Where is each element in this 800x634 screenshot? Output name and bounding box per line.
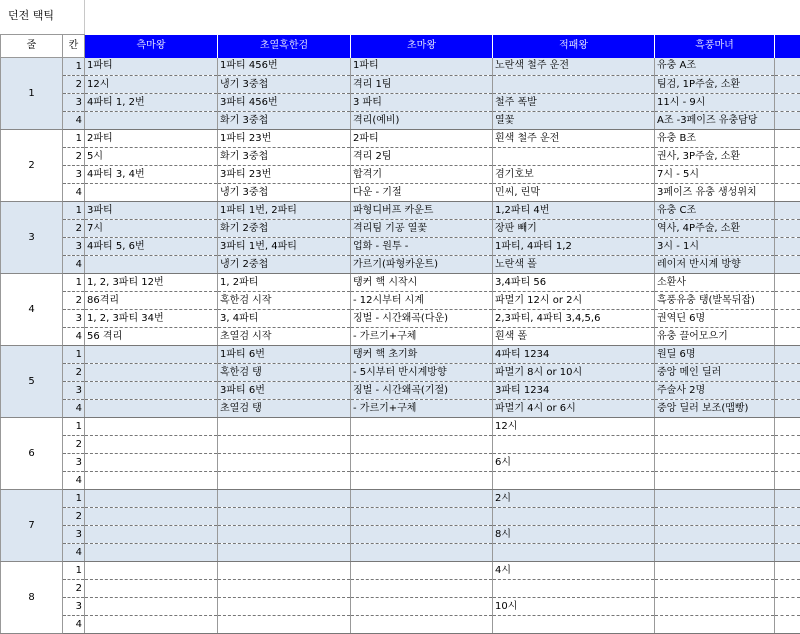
table-row [1, 382, 800, 400]
table-row [1, 238, 800, 256]
table-cell[interactable]: 레이저 반시계 방향 [655, 256, 775, 274]
table-cell[interactable] [351, 508, 493, 526]
table-cell[interactable] [218, 580, 351, 598]
slot-cell[interactable]: 2 [63, 436, 85, 454]
table-cell[interactable]: 3페이즈 유충 생성위치 [655, 184, 775, 202]
table-cell[interactable]: 1파티 6번 [218, 346, 351, 364]
table-cell[interactable]: 12시 [85, 76, 218, 94]
table-cell[interactable]: 7시 [85, 220, 218, 238]
table-cell-extra[interactable] [775, 256, 800, 274]
table-cell[interactable]: 86격리 [85, 292, 218, 310]
table-row [1, 274, 800, 292]
floor-cell[interactable]: 3 [1, 202, 63, 274]
table-cell[interactable] [85, 526, 218, 544]
table-cell-extra[interactable] [775, 310, 800, 328]
tactics-table [0, 34, 800, 634]
table-cell[interactable]: 주술사 2명 [655, 382, 775, 400]
table-cell[interactable] [351, 418, 493, 436]
table-cell[interactable] [351, 562, 493, 580]
table-cell-extra[interactable] [775, 238, 800, 256]
table-cell[interactable] [655, 508, 775, 526]
table-cell-extra[interactable] [775, 184, 800, 202]
table-cell[interactable]: 탱커 핵 초기화 [351, 346, 493, 364]
table-cell[interactable] [218, 508, 351, 526]
table-cell[interactable]: 1파티 [85, 58, 218, 76]
table-cell[interactable] [218, 490, 351, 508]
table-row [1, 436, 800, 454]
slot-cell[interactable]: 2 [63, 508, 85, 526]
slot-cell[interactable]: 1 [63, 274, 85, 292]
table-cell[interactable]: 1, 2, 3파티 12번 [85, 274, 218, 292]
table-cell[interactable] [351, 544, 493, 562]
slot-cell[interactable]: 2 [63, 220, 85, 238]
table-cell[interactable]: 유충 끌어모으기 [655, 328, 775, 346]
slot-cell[interactable]: 4 [63, 544, 85, 562]
table-row [1, 400, 800, 418]
table-cell[interactable] [85, 508, 218, 526]
table-cell-extra[interactable] [775, 490, 800, 508]
table-cell[interactable] [351, 472, 493, 490]
table-cell[interactable]: 1파티, 4파티 1,2 [493, 238, 655, 256]
table-cell[interactable]: 2,3파티, 4파티 3,4,5,6 [493, 310, 655, 328]
table-cell[interactable] [85, 418, 218, 436]
slot-cell[interactable]: 4 [63, 256, 85, 274]
table-cell[interactable]: 격리 2팀 [351, 148, 493, 166]
table-cell[interactable] [655, 562, 775, 580]
table-cell[interactable]: 1파티 [351, 58, 493, 76]
table-cell[interactable]: 철주 폭발 [493, 94, 655, 112]
table-cell[interactable]: 1파티 1번, 2파티 [218, 202, 351, 220]
table-cell[interactable]: 징벌 - 시간왜곡(다운) [351, 310, 493, 328]
table-cell[interactable]: 2파티 [351, 130, 493, 148]
slot-cell[interactable]: 3 [63, 238, 85, 256]
table-cell[interactable]: 4파티 1234 [493, 346, 655, 364]
table-cell[interactable]: 유충 B조 [655, 130, 775, 148]
table-cell[interactable] [655, 598, 775, 616]
slot-cell[interactable]: 1 [63, 58, 85, 76]
slot-cell[interactable]: 1 [63, 346, 85, 364]
table-cell[interactable]: 파형디버프 카운트 [351, 202, 493, 220]
table-cell[interactable]: 3 파티 [351, 94, 493, 112]
floor-cell[interactable]: 8 [1, 562, 63, 634]
table-cell[interactable]: 유충 C조 [655, 202, 775, 220]
table-cell[interactable]: 가르기(파형카운트) [351, 256, 493, 274]
table-cell[interactable] [85, 454, 218, 472]
table-cell-extra[interactable] [775, 364, 800, 382]
table-cell-extra[interactable] [775, 58, 800, 76]
floor-cell[interactable]: 6 [1, 418, 63, 490]
table-cell[interactable]: 파멸기 8시 or 10시 [493, 364, 655, 382]
table-cell-extra[interactable] [775, 418, 800, 436]
table-cell[interactable] [85, 112, 218, 130]
table-cell[interactable] [351, 436, 493, 454]
table-row [1, 346, 800, 364]
header-col-4[interactable]: 적패왕 [493, 35, 655, 58]
table-cell[interactable]: 업화 - 원투 - [351, 238, 493, 256]
slot-cell[interactable]: 4 [63, 616, 85, 634]
table-cell[interactable]: 10시 [493, 598, 655, 616]
table-cell[interactable] [85, 346, 218, 364]
table-cell[interactable] [493, 580, 655, 598]
table-cell[interactable]: 혹한검 시작 [218, 292, 351, 310]
table-cell[interactable]: 5시 [85, 148, 218, 166]
table-row [1, 94, 800, 112]
table-cell[interactable]: 합격기 [351, 166, 493, 184]
table-cell[interactable] [218, 454, 351, 472]
header-row [1, 35, 800, 58]
table-cell-extra[interactable] [775, 202, 800, 220]
table-row [1, 490, 800, 508]
table-cell[interactable] [351, 598, 493, 616]
slot-cell[interactable]: 3 [63, 382, 85, 400]
table-cell[interactable]: 열꽃 [493, 112, 655, 130]
table-cell[interactable] [655, 436, 775, 454]
table-row [1, 328, 800, 346]
table-cell[interactable]: 역사, 4P주술, 소환 [655, 220, 775, 238]
table-row [1, 418, 800, 436]
table-cell-extra[interactable] [775, 328, 800, 346]
table-cell[interactable] [351, 526, 493, 544]
table-cell[interactable]: 3파티 1번, 4파티 [218, 238, 351, 256]
table-row [1, 58, 800, 76]
table-cell[interactable] [85, 616, 218, 634]
table-cell[interactable] [85, 562, 218, 580]
table-cell[interactable] [655, 526, 775, 544]
slot-cell[interactable]: 3 [63, 598, 85, 616]
table-cell[interactable]: 7시 - 5시 [655, 166, 775, 184]
table-row [1, 292, 800, 310]
table-cell[interactable] [655, 418, 775, 436]
table-cell[interactable]: 흰색 폴 [493, 328, 655, 346]
table-cell-extra[interactable] [775, 508, 800, 526]
table-row [1, 76, 800, 94]
table-cell[interactable]: 3, 4파티 [218, 310, 351, 328]
table-row [1, 454, 800, 472]
table-cell[interactable]: 화기 3중첩 [218, 148, 351, 166]
table-cell[interactable] [85, 436, 218, 454]
table-cell[interactable]: 4시 [493, 562, 655, 580]
floor-cell[interactable]: 5 [1, 346, 63, 418]
slot-cell[interactable]: 3 [63, 454, 85, 472]
table-cell[interactable] [85, 598, 218, 616]
slot-cell[interactable]: 1 [63, 418, 85, 436]
table-cell[interactable]: 초열검 시작 [218, 328, 351, 346]
table-cell[interactable]: 원딜 6명 [655, 346, 775, 364]
slot-cell[interactable]: 3 [63, 310, 85, 328]
table-cell[interactable] [85, 544, 218, 562]
table-row [1, 112, 800, 130]
table-cell[interactable]: 4파티 1, 2번 [85, 94, 218, 112]
table-cell[interactable]: 1파티 456번 [218, 58, 351, 76]
table-cell[interactable] [655, 544, 775, 562]
table-cell[interactable] [218, 598, 351, 616]
table-cell-extra[interactable] [775, 526, 800, 544]
table-cell[interactable] [218, 418, 351, 436]
table-cell[interactable] [655, 490, 775, 508]
table-cell[interactable]: - 12시부터 시계 [351, 292, 493, 310]
table-cell[interactable]: 팀검, 1P주술, 소환 [655, 76, 775, 94]
table-cell[interactable] [493, 148, 655, 166]
slot-cell[interactable]: 1 [63, 202, 85, 220]
table-cell[interactable]: 12시 [493, 418, 655, 436]
table-cell[interactable]: 8시 [493, 526, 655, 544]
slot-cell[interactable]: 2 [63, 364, 85, 382]
slot-cell[interactable]: 3 [63, 94, 85, 112]
table-cell-extra[interactable] [775, 562, 800, 580]
table-cell[interactable]: 파멸기 12시 or 2시 [493, 292, 655, 310]
table-cell[interactable]: 격리팀 기공 열꽃 [351, 220, 493, 238]
table-cell[interactable] [655, 616, 775, 634]
table-cell[interactable] [655, 472, 775, 490]
table-cell[interactable]: 화기 3중첩 [218, 112, 351, 130]
header-col-5[interactable]: 흑풍마녀 [655, 35, 775, 58]
table-row [1, 544, 800, 562]
header-col-3[interactable]: 초마왕 [351, 35, 493, 58]
table-cell[interactable] [85, 256, 218, 274]
table-cell[interactable] [218, 544, 351, 562]
table-cell[interactable]: 3시 - 1시 [655, 238, 775, 256]
table-cell[interactable]: 파멸기 4시 or 6시 [493, 400, 655, 418]
table-cell-extra[interactable] [775, 292, 800, 310]
table-cell[interactable]: 징벌 - 시간왜곡(기절) [351, 382, 493, 400]
table-cell[interactable] [218, 436, 351, 454]
table-cell[interactable] [218, 526, 351, 544]
table-cell-extra[interactable] [775, 112, 800, 130]
table-row [1, 310, 800, 328]
table-cell[interactable]: - 가르기+구체 [351, 400, 493, 418]
table-cell-extra[interactable] [775, 544, 800, 562]
table-cell[interactable]: A조 -3페이즈 유충담당 [655, 112, 775, 130]
table-cell[interactable]: 흑풍유충 탱(발목뒤잡) [655, 292, 775, 310]
table-cell[interactable]: 냉기 2중첩 [218, 256, 351, 274]
table-cell[interactable] [218, 616, 351, 634]
table-cell-extra[interactable] [775, 382, 800, 400]
table-cell[interactable]: 2시 [493, 490, 655, 508]
table-cell[interactable]: 1, 2파티 [218, 274, 351, 292]
table-cell-extra[interactable] [775, 166, 800, 184]
table-cell[interactable]: 1파티 23번 [218, 130, 351, 148]
table-cell[interactable]: 1,2파티 4번 [493, 202, 655, 220]
table-cell[interactable] [85, 364, 218, 382]
table-cell-extra[interactable] [775, 274, 800, 292]
table-cell-extra[interactable] [775, 220, 800, 238]
table-row [1, 184, 800, 202]
floor-cell[interactable]: 7 [1, 490, 63, 562]
table-cell[interactable] [655, 454, 775, 472]
slot-cell[interactable]: 1 [63, 490, 85, 508]
table-cell[interactable]: 탱커 핵 시작시 [351, 274, 493, 292]
table-cell-extra[interactable] [775, 580, 800, 598]
table-cell[interactable] [655, 580, 775, 598]
slot-cell[interactable]: 4 [63, 472, 85, 490]
slot-cell[interactable]: 4 [63, 328, 85, 346]
slot-cell[interactable]: 4 [63, 184, 85, 202]
slot-cell[interactable]: 4 [63, 112, 85, 130]
header-col-extra[interactable] [775, 35, 800, 58]
table-cell[interactable]: 유충 A조 [655, 58, 775, 76]
table-cell[interactable]: 3파티 456번 [218, 94, 351, 112]
table-cell[interactable] [493, 472, 655, 490]
table-cell[interactable]: 1, 2, 3파티 34번 [85, 310, 218, 328]
table-cell[interactable]: 초열검 탱 [218, 400, 351, 418]
table-cell[interactable]: 4파티 3, 4번 [85, 166, 218, 184]
table-cell[interactable]: 11시 - 9시 [655, 94, 775, 112]
floor-cell[interactable]: 2 [1, 130, 63, 202]
slot-cell[interactable]: 2 [63, 580, 85, 598]
table-row [1, 616, 800, 634]
sheet-title[interactable]: 던전 택틱 [8, 7, 54, 23]
header-slot[interactable]: 칸 [63, 35, 85, 58]
table-row [1, 220, 800, 238]
table-cell[interactable]: 노란색 폴 [493, 256, 655, 274]
table-cell-extra[interactable] [775, 76, 800, 94]
table-row [1, 166, 800, 184]
slot-cell[interactable]: 1 [63, 130, 85, 148]
table-cell[interactable]: 중앙 딜러 보조(맵빵) [655, 400, 775, 418]
header-col-2[interactable]: 초열혹한검 [218, 35, 351, 58]
table-cell[interactable]: 냉기 3중첩 [218, 76, 351, 94]
table-cell[interactable]: 다운 - 기절 [351, 184, 493, 202]
slot-cell[interactable]: 2 [63, 292, 85, 310]
table-cell[interactable] [85, 580, 218, 598]
table-cell[interactable] [85, 400, 218, 418]
table-cell[interactable] [351, 616, 493, 634]
table-cell-extra[interactable] [775, 598, 800, 616]
table-cell[interactable] [85, 184, 218, 202]
table-cell-extra[interactable] [775, 454, 800, 472]
table-cell[interactable]: - 5시부터 반시계방향 [351, 364, 493, 382]
table-cell-extra[interactable] [775, 346, 800, 364]
floor-cell[interactable]: 4 [1, 274, 63, 346]
table-row [1, 508, 800, 526]
table-cell[interactable]: 소환사 [655, 274, 775, 292]
header-col-1[interactable]: 측마왕 [85, 35, 218, 58]
table-cell[interactable]: 화기 2중첩 [218, 220, 351, 238]
table-cell[interactable]: 권사, 3P주술, 소환 [655, 148, 775, 166]
table-cell[interactable]: 3,4파티 56 [493, 274, 655, 292]
table-cell[interactable]: 3파티 1234 [493, 382, 655, 400]
header-floor[interactable]: 줄 [1, 35, 63, 58]
table-cell-extra[interactable] [775, 436, 800, 454]
table-row [1, 472, 800, 490]
table-cell-extra[interactable] [775, 130, 800, 148]
table-cell[interactable]: 3파티 6번 [218, 382, 351, 400]
table-cell[interactable]: 냉기 3중첩 [218, 184, 351, 202]
table-cell[interactable]: 권역딘 6명 [655, 310, 775, 328]
table-cell[interactable]: 2파티 [85, 130, 218, 148]
table-row [1, 256, 800, 274]
table-cell[interactable]: 중앙 메인 딜러 [655, 364, 775, 382]
table-cell[interactable] [493, 76, 655, 94]
slot-cell[interactable]: 4 [63, 400, 85, 418]
table-cell[interactable]: 민씨, 린막 [493, 184, 655, 202]
table-cell[interactable] [85, 382, 218, 400]
slot-cell[interactable]: 2 [63, 148, 85, 166]
table-row [1, 364, 800, 382]
table-cell[interactable]: 흰색 철주 운전 [493, 130, 655, 148]
table-row [1, 148, 800, 166]
table-cell[interactable] [351, 454, 493, 472]
table-cell[interactable] [85, 490, 218, 508]
table-cell[interactable]: - 가르기+구체 [351, 328, 493, 346]
table-cell[interactable] [85, 472, 218, 490]
table-cell-extra[interactable] [775, 400, 800, 418]
table-row [1, 598, 800, 616]
slot-cell[interactable]: 2 [63, 76, 85, 94]
table-cell[interactable] [493, 544, 655, 562]
table-cell[interactable]: 4파티 5, 6번 [85, 238, 218, 256]
floor-cell[interactable]: 1 [1, 58, 63, 130]
table-cell[interactable]: 장판 빼기 [493, 220, 655, 238]
table-cell[interactable] [493, 436, 655, 454]
table-cell[interactable]: 혹한검 탱 [218, 364, 351, 382]
table-cell[interactable] [493, 616, 655, 634]
table-row [1, 580, 800, 598]
sheet-title-row [0, 0, 800, 34]
table-cell[interactable]: 3파티 23번 [218, 166, 351, 184]
table-cell-extra[interactable] [775, 148, 800, 166]
table-cell[interactable]: 겸기호보 [493, 166, 655, 184]
table-cell[interactable] [218, 472, 351, 490]
table-cell[interactable]: 6시 [493, 454, 655, 472]
table-cell-extra[interactable] [775, 94, 800, 112]
table-cell[interactable] [493, 508, 655, 526]
table-cell[interactable] [351, 490, 493, 508]
slot-cell[interactable]: 1 [63, 562, 85, 580]
table-cell-extra[interactable] [775, 616, 800, 634]
table-cell[interactable]: 56 격리 [85, 328, 218, 346]
table-cell[interactable]: 격리(예비) [351, 112, 493, 130]
table-cell[interactable]: 노란색 철주 운전 [493, 58, 655, 76]
table-cell[interactable] [351, 580, 493, 598]
column-divider [84, 0, 85, 34]
table-cell[interactable] [218, 562, 351, 580]
table-cell-extra[interactable] [775, 472, 800, 490]
slot-cell[interactable]: 3 [63, 526, 85, 544]
table-row [1, 202, 800, 220]
table-row [1, 562, 800, 580]
table-cell[interactable]: 격리 1팀 [351, 76, 493, 94]
slot-cell[interactable]: 3 [63, 166, 85, 184]
table-cell[interactable]: 3파티 [85, 202, 218, 220]
table-row [1, 130, 800, 148]
table-row [1, 526, 800, 544]
